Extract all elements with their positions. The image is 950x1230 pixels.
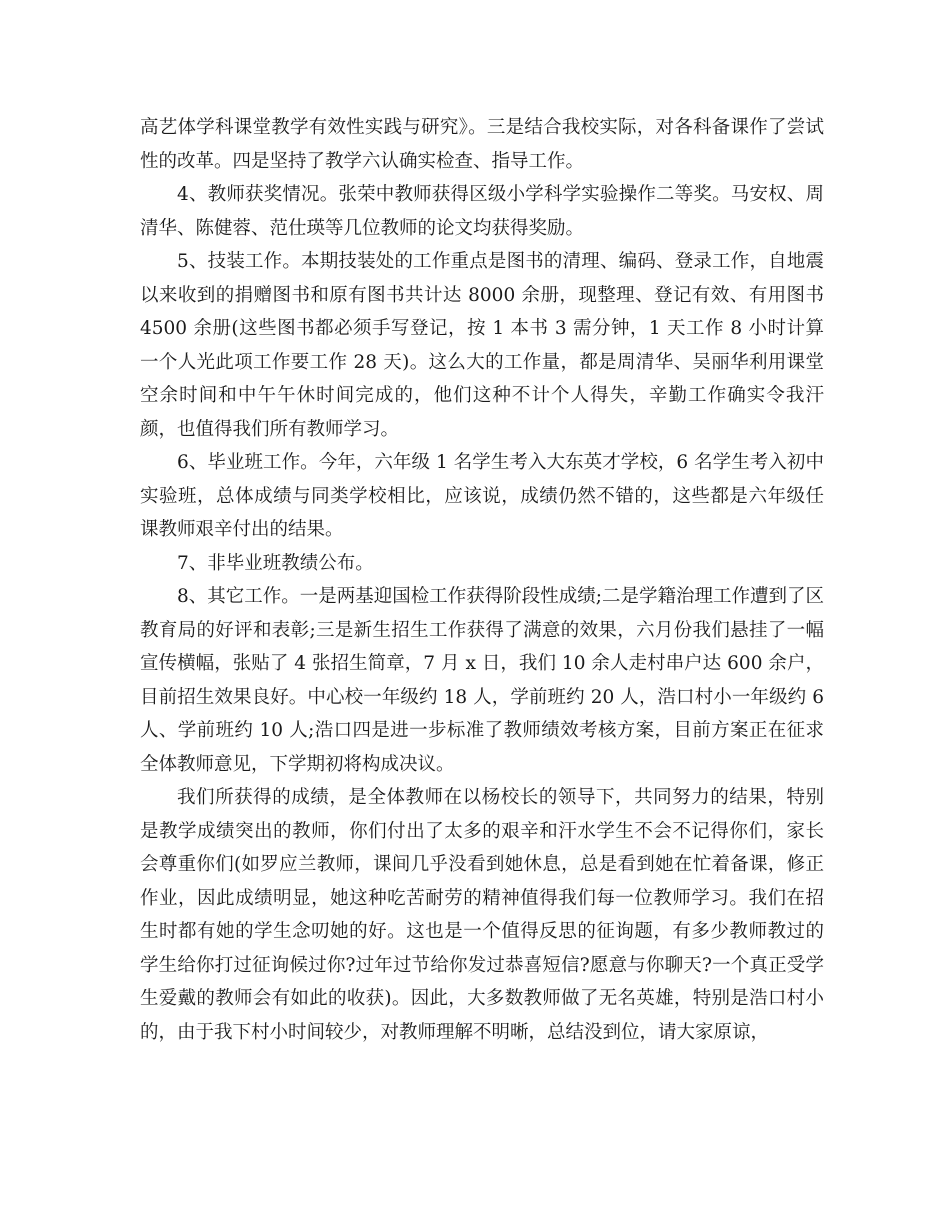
document-body — [140, 111, 824, 1049]
paragraph-graduating-class: 6、毕业班工作。今年，六年级 1 名学生考入大东英才学校，6 名学生考入初中实验班，总体成绩与同类学校相比，应该说，成绩仍然不错的，这些都是六年级任课教师艰辛付出的结果。 — [140, 452, 824, 540]
paragraph-non-graduating-results: 7、非毕业班教绩公布。 — [177, 552, 374, 574]
paragraph-other-work: 8、其它工作。一是两基迎国检工作获得阶段性成绩;二是学籍治理工作遭到了区教育局的好评和表彰;三是新生招生工作获得了满意的效果，六月份我们悬挂了一幅宣传横幅，张贴了 4 张招生简章，7 月 x 日，我们 10 余人走村串户达 600 余户，目前招生效果良好。中心校一年级约 18 人，学前班约 20 人，浩口村小一年级约 6 人、学前班约 10 人;浩口四是进一步标准了教师绩效考核方案，目前方案正在征求全体教师意见，下学期初将构成决议。 — [140, 586, 825, 775]
paragraph-equipment-work: 5、技装工作。本期技装处的工作重点是图书的清理、编码、登录工作，自地震以来收到的捐赠图书和原有图书共计达 8000 余册，现整理、登记有效、有用图书 4500 余册(这些图书都必须手写登记，按 1 本书 3 需分钟，1 天工作 8 小时计算一个人光此项工作要工作 28 天)。这么大的工作量，都是周清华、吴丽华利用课堂空余时间和中午午休时间完成的，他们这种不计个人得失，辛勤工作确实令我汗颜，也值得我们所有教师学习。 — [140, 251, 824, 440]
paragraph-teacher-awards: 4、教师获奖情况。张荣中教师获得区级小学科学实验操作二等奖。马安权、周清华、陈健蓉、范仕瑛等几位教师的论文均获得奖励。 — [140, 184, 824, 239]
paragraph-continuation: 高艺体学科课堂教学有效性实践与研究》。三是结合我校实际，对各科备课作了尝试性的改革。四是坚持了教学六认确实检查、指导工作。 — [140, 117, 824, 172]
paragraph-achievements-summary: 我们所获得的成绩，是全体教师在以杨校长的领导下，共同努力的结果，特别是教学成绩突出的教师，你们付出了太多的艰辛和汗水学生不会不记得你们，家长会尊重你们(如罗应兰教师，课间几乎没看到她休息，总是看到她在忙着备课，修正作业，因此成绩明显，她这种吃苦耐劳的精神值得我们每一位教师学习。我们在招生时都有她的学生念叨她的好。这也是一个值得反思的征询题，有多少教师教过的学生给你打过征询候过你?过年过节给你发过恭喜短信?愿意与你聊天?一个真正受学生爱戴的教师会有如此的收获)。因此，大多数教师做了无名英雄，特别是浩口村小的，由于我下村小时间较少，对教师理解不明晰，总结没到位，请大家原谅， — [140, 787, 824, 1043]
